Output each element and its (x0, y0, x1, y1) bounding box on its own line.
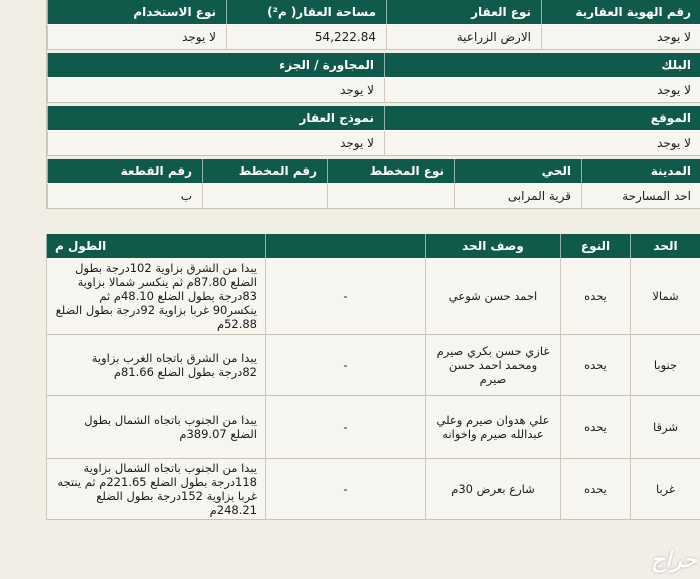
header-cell: نوع المخطط (327, 159, 454, 183)
table-header-row (47, 159, 700, 184)
header-cell: المجاورة / الجزء (47, 53, 384, 77)
table-row (46, 459, 700, 520)
value-cell (202, 184, 327, 208)
value-cell: لا يوجد (47, 25, 226, 49)
header-cell: نوع الاستخدام (47, 0, 226, 24)
table-value-row (47, 131, 700, 156)
value-cell: الارض الزراعية (386, 25, 541, 49)
header-cell: الطول م (46, 234, 265, 258)
header-cell: رقم الهوية العقارية (541, 0, 700, 24)
boundary-type: يحده (560, 459, 630, 519)
header-cell: نوع العقار (386, 0, 541, 24)
value-cell: لا يوجد (47, 78, 384, 102)
boundary-extra: - (265, 396, 425, 458)
value-cell: احد المسارحة (581, 184, 700, 208)
boundary-description: علي هدوان صيرم وعلي عبدالله صيرم واخوانه (425, 396, 560, 458)
table-row (46, 258, 700, 335)
boundary-length: يبدا من الشرق باتجاه الغرب بزاوية 82درجة بطول الضلع 81.66م (46, 335, 265, 395)
value-cell: قرية المرابى (454, 184, 581, 208)
header-cell: الموقع (384, 106, 700, 130)
header-cell: نموذج العقار (47, 106, 384, 130)
boundary-type: يحده (560, 396, 630, 458)
table-header-row (47, 106, 700, 131)
boundary-description: غازي حسن بكري صيرم ومحمد احمد حسن صيرم (425, 335, 560, 395)
boundary-extra: - (265, 258, 425, 334)
header-cell (265, 234, 425, 258)
header-cell: المدينة (581, 159, 700, 183)
haraj-watermark-logo: حراج (650, 548, 697, 573)
boundary-description: شارع بعرض 30م (425, 459, 560, 519)
header-cell: وصف الحد (425, 234, 560, 258)
table-value-row (47, 78, 700, 103)
value-cell (327, 184, 454, 208)
table-row (46, 335, 700, 396)
table-value-row (47, 184, 700, 209)
boundaries-table (46, 234, 700, 520)
value-cell: لا يوجد (541, 25, 700, 49)
boundary-description: احمد حسن شوعي (425, 258, 560, 334)
boundary-type: يحده (560, 258, 630, 334)
header-cell: البلك (384, 53, 700, 77)
value-cell: ب (47, 184, 202, 208)
property-info-table (46, 0, 700, 209)
table-header-row (47, 0, 700, 25)
value-cell: 54,222.84 (226, 25, 386, 49)
value-cell: لا يوجد (384, 131, 700, 155)
boundary-direction: شمالا (630, 258, 700, 334)
boundary-length: يبدا من الجنوب باتجاه الشمال بطول الضلع 389.07م (46, 396, 265, 458)
header-cell: النوع (560, 234, 630, 258)
header-cell: مساحة العقار( م²) (226, 0, 386, 24)
boundary-direction: شرقا (630, 396, 700, 458)
boundary-type: يحده (560, 335, 630, 395)
header-cell: الحي (454, 159, 581, 183)
boundary-length: يبدا من الجنوب باتجاه الشمال بزاوية 118درجة بطول الضلع 221.65م ثم ينتجه غربا بزاوية 152درجة بطول الضلع 248.21م (46, 459, 265, 519)
boundary-extra: - (265, 335, 425, 395)
header-cell: الحد (630, 234, 700, 258)
value-cell: لا يوجد (384, 78, 700, 102)
table-row (46, 396, 700, 459)
table-header-row (47, 53, 700, 78)
table-value-row (47, 25, 700, 50)
boundary-direction: جنوبا (630, 335, 700, 395)
header-cell: رقم القطعة (47, 159, 202, 183)
boundaries-header-row (46, 234, 700, 258)
boundary-direction: غربا (630, 459, 700, 519)
value-cell: لا يوجد (47, 131, 384, 155)
boundary-extra: - (265, 459, 425, 519)
boundary-length: يبدا من الشرق بزاوية 102درجة بطول الضلع 87.80م ثم ينكسر شمالا بزاوية 83درجة بطول الضلع 48.10م ثم ينكسر90 غربا بزاوية 92درجة بطول الضلع 52.88م (46, 258, 265, 334)
header-cell: رقم المخطط (202, 159, 327, 183)
